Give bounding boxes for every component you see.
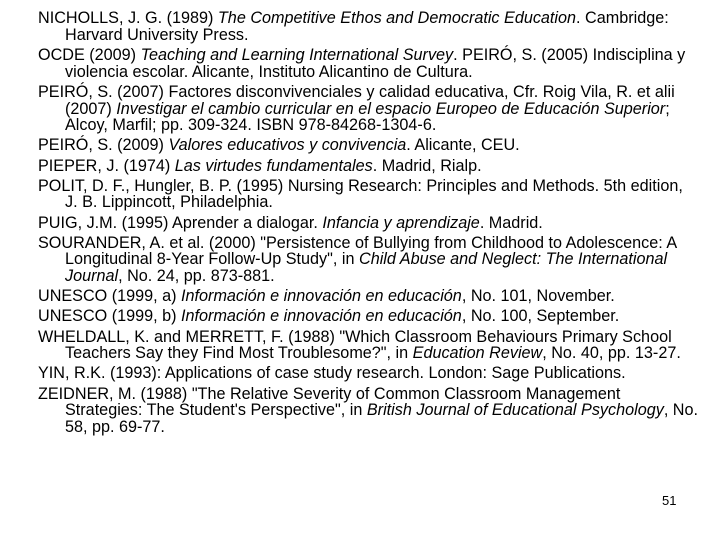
reference-text: ; Alcoy, Marfil; pp. 309-324. ISBN 978-84268-1304-6. — [65, 99, 670, 135]
reference-entry — [38, 308, 698, 325]
reference-title-italic: Education Review — [412, 344, 543, 363]
reference-entry — [38, 329, 698, 363]
reference-entry — [38, 215, 698, 232]
reference-title-italic: Información e innovación en educación — [181, 287, 462, 306]
reference-text: , No. 100, September. — [461, 307, 620, 326]
reference-text: SOURANDER, A. et al. (2000) "Persistence of Bullying from Childhood to Adolescence: A Longitudinal 8-Year Follow-Up Study", in — [38, 233, 677, 269]
reference-entry — [38, 158, 698, 175]
reference-text: PEIRÓ, S. (2009) — [38, 136, 169, 155]
reference-text: . PEIRÓ, S. (2005) Indisciplina y violencia escolar. Alicante, Instituto Alicantino de Cultura. — [65, 45, 686, 81]
reference-text: . Alicante, CEU. — [406, 136, 520, 155]
reference-entry — [38, 178, 698, 212]
reference-text: UNESCO (1999, b) — [38, 307, 182, 326]
reference-title-italic: Child Abuse and Neglect: The International Journal — [65, 250, 668, 286]
reference-text: , No. 24, pp. 873-881. — [118, 267, 275, 286]
page-number: 51 — [662, 493, 677, 508]
reference-text: . Cambridge: Harvard University Press. — [65, 9, 669, 44]
reference-text: , No. 58, pp. 69-77. — [65, 401, 698, 437]
reference-title-italic: Infancia y aprendizaje — [322, 213, 480, 232]
reference-title-italic: Teaching and Learning International Survey — [140, 45, 454, 64]
reference-entry — [38, 47, 698, 81]
reference-text: PIEPER, J. (1974) — [38, 156, 175, 175]
reference-text: WHELDALL, K. and MERRETT, F. (1988) "Which Classroom Behaviours Primary School Teachers Say they Find Most Troublesome?", in — [38, 327, 672, 363]
reference-text: ZEIDNER, M. (1988) "The Relative Severity of Common Classroom Management Strategies: The Student's Perspective", in — [38, 384, 621, 420]
reference-entry — [38, 365, 698, 382]
reference-text: , No. 40, pp. 13-27. — [542, 344, 681, 363]
reference-text: OCDE (2009) — [38, 45, 141, 64]
reference-entry — [38, 386, 698, 436]
reference-text: , No. 101, November. — [461, 287, 615, 306]
reference-text: YIN, R.K. (1993): Applications of case study research. London: Sage Publications. — [38, 364, 626, 383]
reference-text: PUIG, J.M. (1995) Aprender a dialogar. — [38, 213, 323, 232]
reference-text: NICHOLLS, J. G. (1989) — [38, 9, 218, 27]
reference-list — [38, 10, 698, 439]
reference-entry — [38, 137, 698, 154]
reference-title-italic: The Competitive Ethos and Democratic Education — [217, 9, 577, 27]
reference-title-italic: Las virtudes fundamentales — [174, 156, 373, 175]
reference-title-italic: Investigar el cambio curricular en el espacio Europeo de Educación Superior — [116, 99, 666, 118]
reference-text: . Madrid. — [479, 213, 543, 232]
reference-title-italic: British Journal of Educational Psychology — [366, 401, 664, 420]
reference-entry — [38, 288, 698, 305]
reference-entry — [38, 10, 698, 44]
reference-text: UNESCO (1999, a) — [38, 287, 182, 306]
reference-entry — [38, 235, 698, 285]
reference-title-italic: Valores educativos y convivencia — [168, 136, 407, 155]
reference-text: POLIT, D. F., Hungler, B. P. (1995) Nursing Research: Principles and Methods. 5th edition, J. B. Lippincott, Philadelphia. — [38, 176, 683, 212]
reference-entry — [38, 84, 698, 134]
reference-text: . Madrid, Rialp. — [372, 156, 482, 175]
reference-text: PEIRÓ, S. (2007) Factores disconvivenciales y calidad educativa, Cfr. Roig Vila, R. et alii (2007) — [38, 82, 675, 118]
reference-title-italic: Información e innovación en educación — [181, 307, 462, 326]
